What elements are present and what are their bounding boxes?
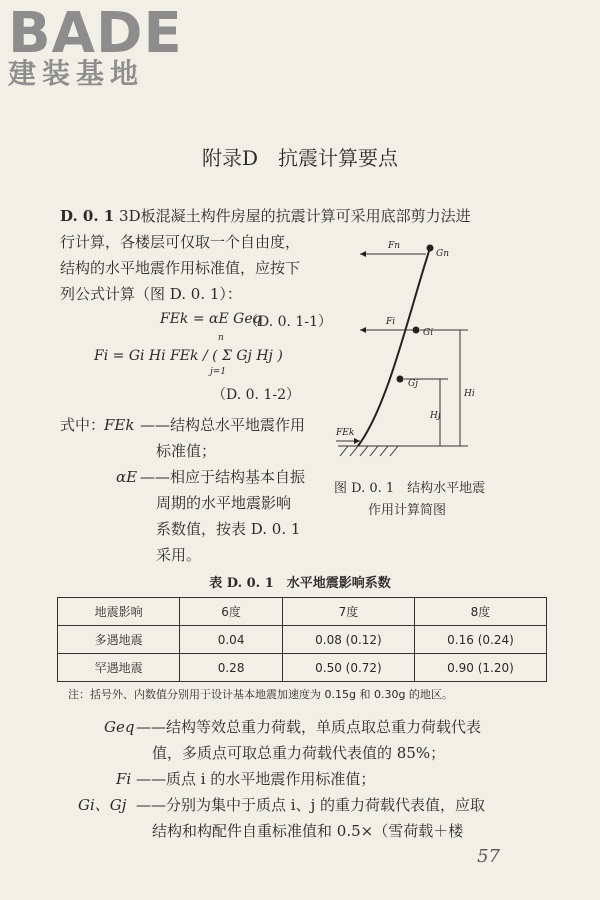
page-title: 附录D 抗震计算要点 — [201, 146, 399, 170]
force-arrowhead-n — [360, 251, 366, 257]
table-cell: 0.04 — [180, 626, 283, 654]
seismic-coefficient-table — [57, 597, 547, 682]
def-fek-line-1: ——结构总水平地震作用 — [140, 416, 306, 434]
label-gn: Gn — [436, 249, 449, 259]
label-hi: Hi — [464, 389, 475, 399]
table-cell: 0.28 — [180, 654, 283, 682]
table-row — [58, 626, 547, 654]
def-geq-line-1: ——结构等效总重力荷载，单质点取总重力荷载代表 — [136, 718, 482, 736]
mass-point-i — [413, 327, 420, 334]
def-intro: 式中： — [60, 416, 106, 434]
formula-2-number: （D. 0. 1-2） — [212, 387, 300, 403]
formula-2: Fi = Gi Hi FEk / ( Σ Gj Hj ) — [94, 348, 283, 364]
def-gij-symbol: Gi、Gj — [78, 796, 127, 814]
def-gij-line-2: 结构和构配件自重标准值和 0.5×（雪荷载＋楼 — [152, 822, 464, 840]
section-number: D. 0. 1 — [60, 207, 115, 225]
mass-point-n — [427, 245, 434, 252]
def-fek-symbol: FEk — [104, 416, 135, 434]
page-number: 57 — [477, 846, 500, 867]
formula-1-number: （D. 0. 1-1） — [244, 314, 332, 330]
def-geq-symbol: Geq — [104, 718, 135, 736]
deflected-shape — [358, 248, 430, 446]
def-ae-line-4: 采用。 — [156, 546, 202, 564]
section-line-2: 结构的水平地震作用标准值，应按下 — [60, 259, 301, 277]
def-ae-symbol: αE — [116, 468, 138, 486]
label-hj: Hj — [430, 411, 441, 421]
logo-subtitle: 建装基地 — [8, 57, 145, 90]
def-geq-line-2: 值，多质点可取总重力荷载代表值的 85%； — [152, 744, 446, 762]
def-ae-line-1: ——相应于结构基本自振 — [140, 468, 306, 486]
table-cell: 多遇地震 — [58, 626, 180, 654]
table-cell: 罕遇地震 — [58, 654, 180, 682]
label-fi: Fi — [386, 317, 396, 327]
formula-2-sum-top: n — [218, 333, 224, 343]
formula-1: FEk = αE Geq — [160, 311, 262, 327]
def-fek-line-2: 标准值； — [156, 442, 217, 460]
label-gj: Gj — [408, 379, 418, 389]
table-cell: 0.90 (1.20) — [414, 654, 546, 682]
label-fn: Fn — [388, 241, 401, 251]
table-header-row — [58, 598, 547, 626]
formula-2-sum-bottom: j=1 — [210, 367, 227, 377]
section-lead: 3D板混凝土构件房屋的抗震计算可采用底部剪力法进 — [119, 207, 471, 225]
logo-text: BADE — [8, 1, 183, 66]
table-row — [58, 654, 547, 682]
def-gij-line-1: ——分别为集中于质点 i、j 的重力荷载代表值，应取 — [136, 796, 485, 814]
table-cell: 0.16 (0.24) — [414, 626, 546, 654]
ground-hatch — [340, 446, 398, 456]
table-header-cell: 6度 — [180, 598, 283, 626]
section-line-3: 列公式计算（图 D. 0. 1）： — [60, 285, 242, 303]
table-title: 表 D. 0. 1 水平地震影响系数 — [209, 576, 391, 591]
label-gi: Gi — [423, 328, 434, 338]
table-cell: 0.50 (0.72) — [282, 654, 414, 682]
table-header-cell: 地震影响 — [58, 598, 180, 626]
mass-point-j — [397, 376, 404, 383]
table-header-cell: 8度 — [414, 598, 546, 626]
def-fi-line: ——质点 i 的水平地震作用标准值； — [136, 770, 376, 788]
figure-caption-line-2: 作用计算简图 — [368, 503, 447, 518]
label-fek: FEk — [336, 428, 355, 438]
table-header-cell: 7度 — [282, 598, 414, 626]
section-line-1: 行计算，各楼层可仅取一个自由度， — [60, 233, 301, 251]
figure-structure-diagram — [328, 226, 488, 471]
table-cell: 0.08 (0.12) — [282, 626, 414, 654]
def-ae-line-3: 系数值，按表 D. 0. 1 — [156, 520, 301, 538]
force-arrowhead-i — [360, 327, 366, 333]
figure-caption-line-1: 图 D. 0. 1 结构水平地震 — [334, 481, 486, 496]
def-fi-symbol: Fi — [116, 770, 132, 788]
def-ae-line-2: 周期的水平地震影响 — [156, 494, 292, 512]
table-note: 注：括号外、内数值分别用于设计基本地震加速度为 0.15g 和 0.30g 的地区。 — [68, 688, 453, 701]
